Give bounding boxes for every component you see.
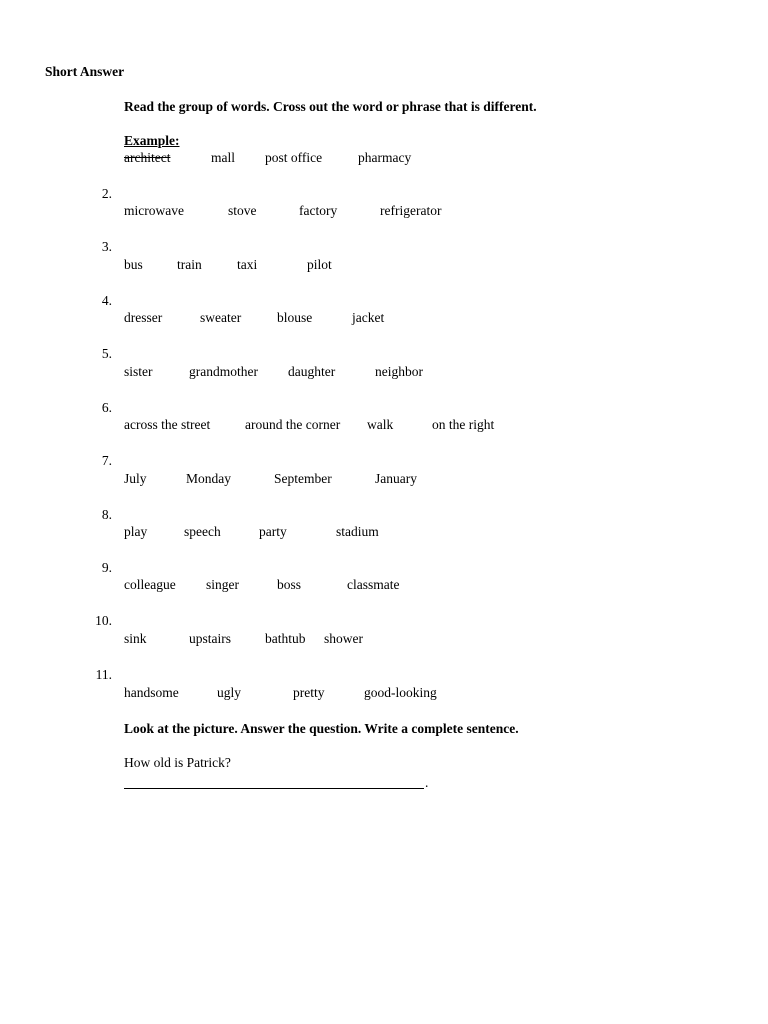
item-number: 6. — [101, 400, 112, 415]
item-word[interactable]: shower — [324, 631, 363, 646]
item-word[interactable]: stove — [228, 203, 257, 218]
example-word-3: post office — [265, 150, 323, 165]
item-word[interactable]: blouse — [277, 310, 313, 325]
item-word[interactable]: colleague — [124, 577, 176, 592]
item-word[interactable]: sister — [124, 364, 153, 379]
item-word[interactable]: refrigerator — [380, 203, 442, 218]
item-number: 5. — [101, 346, 112, 361]
example-word-1: architect — [124, 150, 171, 165]
item-word[interactable]: pilot — [307, 257, 332, 272]
item-word[interactable]: upstairs — [189, 631, 231, 646]
item-word[interactable]: play — [124, 524, 148, 539]
item-word[interactable]: boss — [277, 577, 302, 592]
item-word[interactable]: July — [124, 471, 147, 486]
item-word[interactable]: jacket — [352, 310, 385, 325]
item-word[interactable]: factory — [299, 203, 338, 218]
answer-period: . — [425, 775, 429, 790]
example-label: Example: — [124, 133, 180, 148]
item-word[interactable]: dresser — [124, 310, 163, 325]
example-word-4: pharmacy — [358, 150, 412, 165]
item-word[interactable]: neighbor — [375, 364, 423, 379]
item-word[interactable]: January — [375, 471, 417, 486]
item-word[interactable]: microwave — [124, 203, 184, 218]
item-word[interactable]: classmate — [347, 577, 400, 592]
item-number: 4. — [101, 293, 112, 308]
item-word[interactable]: Monday — [186, 471, 231, 486]
item-word[interactable]: party — [259, 524, 287, 539]
item-word[interactable]: speech — [184, 524, 221, 539]
item-word[interactable]: walk — [367, 417, 394, 432]
item-word[interactable]: bathtub — [265, 631, 306, 646]
item-word[interactable]: across the street — [124, 417, 211, 432]
item-number: 2. — [101, 186, 112, 201]
item-word[interactable]: sweater — [200, 310, 242, 325]
item-word[interactable]: pretty — [293, 685, 325, 700]
item-word[interactable]: taxi — [237, 257, 258, 272]
item-word[interactable]: handsome — [124, 685, 179, 700]
item-word[interactable]: good-looking — [364, 685, 437, 700]
item-word[interactable]: September — [274, 471, 332, 486]
item-word[interactable]: grandmother — [189, 364, 258, 379]
item-word[interactable]: singer — [206, 577, 239, 592]
item-word[interactable]: on the right — [432, 417, 495, 432]
item-number: 7. — [101, 453, 112, 468]
item-word[interactable]: around the corner — [245, 417, 341, 432]
item-number: 8. — [101, 507, 112, 522]
item-number: 10. — [95, 613, 112, 628]
item-word[interactable]: ugly — [217, 685, 242, 700]
item-number: 9. — [101, 560, 112, 575]
section-title: Short Answer — [45, 64, 125, 79]
item-word[interactable]: stadium — [336, 524, 379, 539]
instructions-cross-out: Read the group of words. Cross out the word or phrase that is different. — [124, 99, 537, 114]
item-word[interactable]: daughter — [288, 364, 336, 379]
instructions-picture: Look at the picture. Answer the question. Write a complete sentence. — [124, 721, 519, 736]
item-word[interactable]: bus — [124, 257, 143, 272]
item-number: 3. — [101, 239, 112, 254]
answer-line[interactable] — [124, 788, 424, 789]
question-text: How old is Patrick? — [124, 755, 231, 770]
item-number: 11. — [95, 667, 112, 682]
item-word[interactable]: sink — [124, 631, 147, 646]
example-word-2: mall — [211, 150, 235, 165]
item-word[interactable]: train — [177, 257, 202, 272]
